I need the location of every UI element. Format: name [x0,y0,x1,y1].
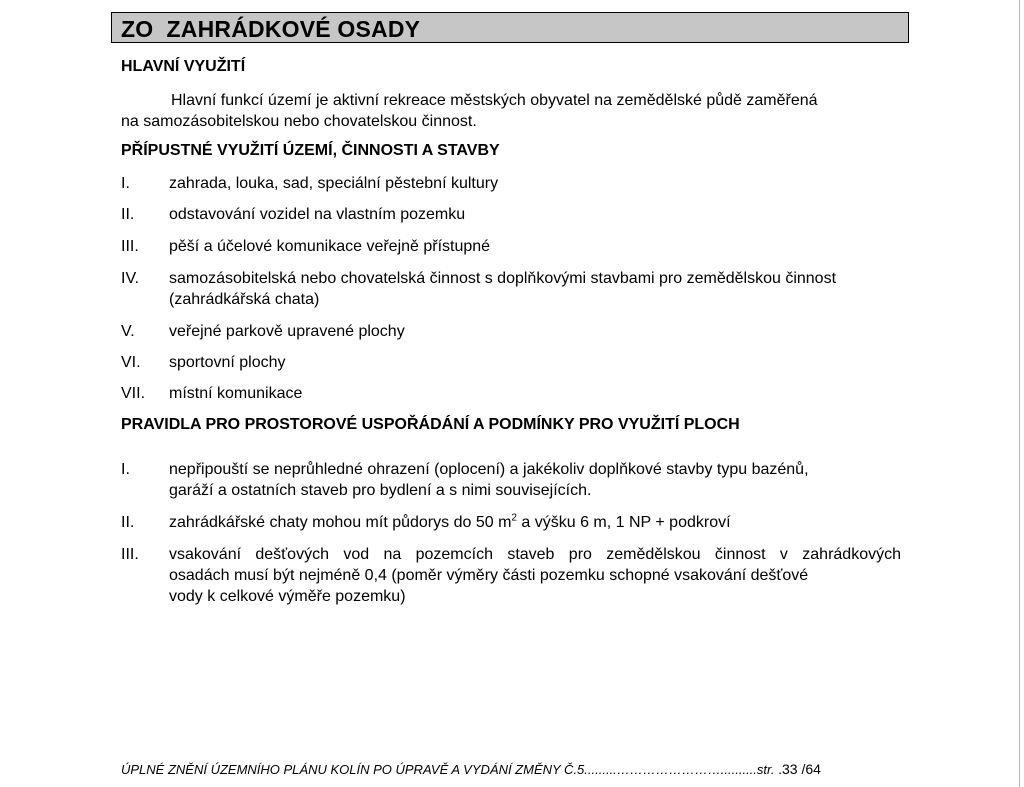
item-text-continued: garáží a ostatních staveb pro bydlení a s nimi souvisejících. [169,482,592,499]
page-footer [121,761,821,777]
heading-main-use: HLAVNÍ VYUŽITÍ [121,58,246,75]
item-text: nepřipouští se neprůhledné ohrazení (oplocení) a jakékoliv doplňkové stavby typu bazénů, [169,461,809,478]
item-number: V. [121,323,135,340]
item-text-continued: osadách musí být nejméně 0,4 (poměr výměry části pozemku schopné vsakování dešťové [169,567,809,584]
item-number: II. [121,206,135,223]
item-text: místní komunikace [169,385,303,402]
footer-text: ÚPLNÉ ZNĚNÍ ÚZEMNÍHO PLÁNU KOLÍN PO ÚPRAVĚ A VYDÁNÍ ZMĚNY Č.5.........……………………..........str. [121,762,779,777]
item-text: samozásobitelská nebo chovatelská činnost s doplňkovými stavbami pro zemědělskou činnost [169,270,837,287]
item-number: II. [121,514,135,531]
item-text-continued-2: vody k celkové výměře pozemku) [169,588,406,605]
item-text-block [169,512,905,533]
item-number: VI. [121,354,141,371]
section-title: ZO ZAHRÁDKOVÉ OSADY [121,16,421,42]
item-text: zahrádkářské chaty mohou mít půdorys do 50 m [169,514,512,531]
heading-rules: PRAVIDLA PRO PROSTOROVÉ USPOŘÁDÁNÍ A PODMÍNKY PRO VYUŽITÍ PLOCH [121,416,740,433]
item-text-block [169,459,859,501]
page-edge [1019,0,1024,787]
item-number: III. [121,546,139,563]
main-use-text-line1: Hlavní funkcí území je aktivní rekreace městských obyvatel na zemědělské půdě zaměřená [171,92,818,109]
superscript: 2 [511,512,517,524]
item-text: zahrada, louka, sad, speciální pěstební kultury [169,175,499,192]
item-number: III. [121,238,139,255]
section-title-box [111,12,909,43]
item-text-block [169,268,905,310]
heading-permitted-use: PŘÍPUSTNÉ VYUŽITÍ ÚZEMÍ, ČINNOSTI A STAVBY [121,142,500,159]
main-use-paragraph [121,90,891,132]
main-use-text-line2: na samozásobitelskou nebo chovatelskou činnost. [121,113,477,130]
item-number: IV. [121,270,140,287]
item-text-block [169,544,901,607]
item-text: veřejné parkově upravené plochy [169,323,405,340]
item-text: vsakování dešťových vod na pozemcích staveb pro zemědělskou činnost v zahrádkových [169,546,901,563]
page-number: .33 /64 [778,761,821,777]
item-number: VII. [121,385,146,402]
item-number: I. [121,461,130,478]
item-text: sportovní plochy [169,354,286,371]
item-text: pěší a účelové komunikace veřejně přístupné [169,238,491,255]
item-text-after: a výšku 6 m, 1 NP + podkroví [516,514,731,531]
item-text: odstavování vozidel na vlastním pozemku [169,206,466,223]
item-text-continued: (zahrádkářská chata) [169,291,320,308]
item-number: I. [121,175,130,192]
